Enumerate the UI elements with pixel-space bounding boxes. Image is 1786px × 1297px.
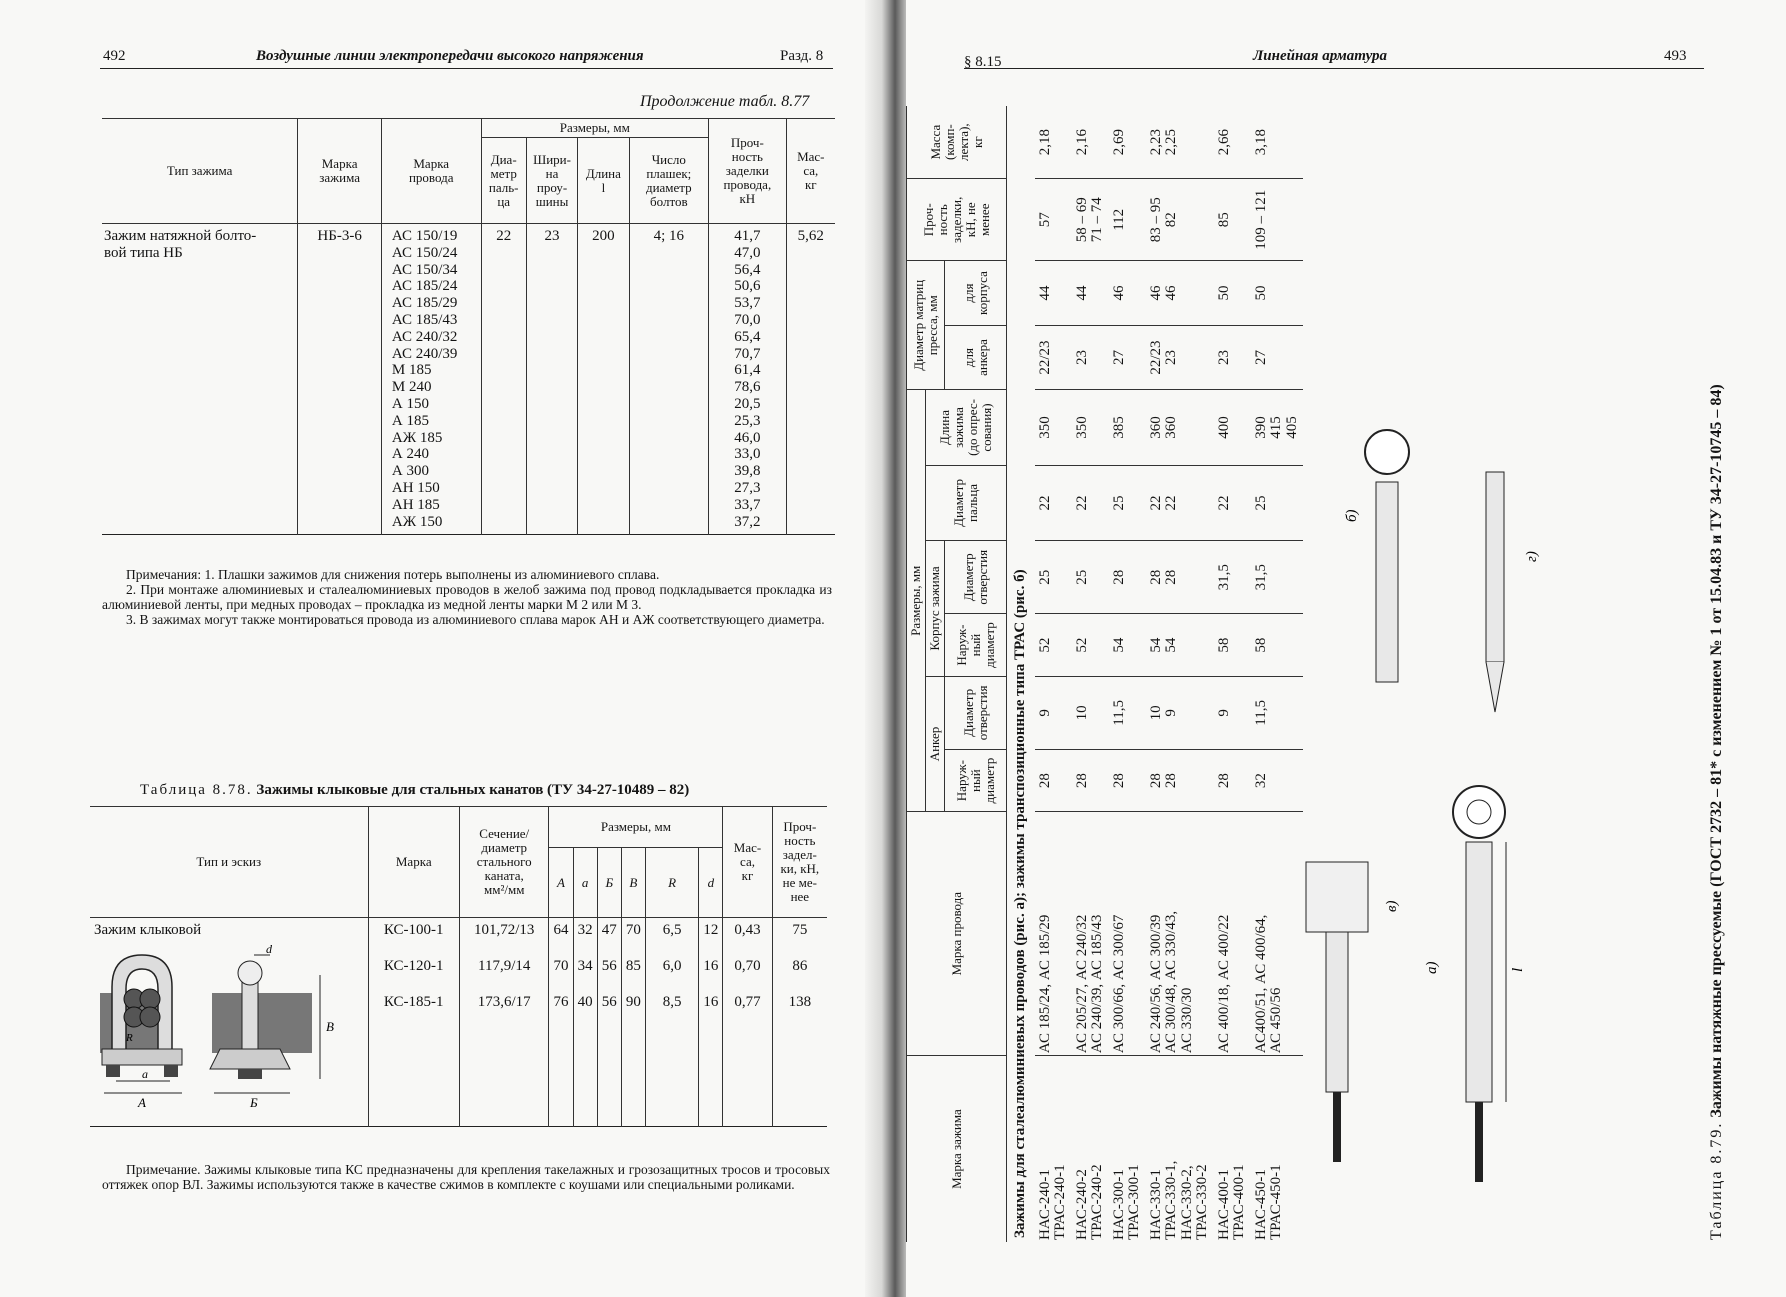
table-continuation: Продолжение табл. 8.77: [640, 93, 810, 110]
cell-879-wires-4: АС 240/56, АС 300/39 АС 300/48, АС 330/43, АС 330/30: [1146, 812, 1214, 1056]
cell-section-1: 101,72/13: [459, 918, 548, 955]
cell-879-anchor-outer-4: 28 28: [1146, 749, 1214, 811]
figure-a: [1424, 786, 1526, 1182]
cell-879-pin-6: 25: [1251, 465, 1304, 540]
cell-879-body-hole-5: 31,5: [1214, 541, 1251, 614]
cell-879-body-outer-1: 52: [1035, 614, 1072, 676]
figure-g: [1486, 472, 1540, 712]
cell-length: 200: [578, 224, 629, 535]
cell-879-wires-6: АС400/51, АС 400/64, АС 450/56: [1251, 812, 1304, 1056]
header-rule-right: [964, 68, 1704, 69]
page-number-right: 493: [1664, 48, 1687, 64]
cell-879-pin-5: 22: [1214, 465, 1251, 540]
cell-879-body-hole-4: 28 28: [1146, 541, 1214, 614]
cell-879-wires-1: АС 185/24, АС 185/29: [1035, 812, 1072, 1056]
cell-a-3: 40: [573, 990, 597, 1026]
fig-b-label: б): [1344, 509, 1360, 522]
cell-section-3: 173,6/17: [459, 990, 548, 1026]
table-8-77: [102, 118, 835, 535]
note-877-1: Примечания: 1. Плашки зажимов для снижения потерь выполнены из алюминиевого сплава.: [126, 567, 660, 582]
cell-879-mass-1: 2,18: [1035, 106, 1072, 179]
cell-879-anchor-hole-2: 10: [1072, 676, 1109, 749]
cell-879-strength-2: 58 – 69 71 – 74: [1072, 179, 1109, 261]
cell-R-2: 6,0: [645, 954, 698, 990]
figure-v: [1306, 862, 1400, 1162]
cell-d-2: 16: [699, 954, 723, 990]
cell-879-die-body-2: 44: [1072, 261, 1109, 326]
cell-879-anchor-hole-3: 11,5: [1109, 676, 1146, 749]
cell-879-marks-1: НАС-240-1 ТРАС-240-1: [1035, 1056, 1072, 1242]
th-mass-879: Масса (комп- лекта), кг: [907, 106, 1007, 179]
cell-879-body-outer-5: 58: [1214, 614, 1251, 676]
cell-bolt-width: 23: [526, 224, 577, 535]
cell-879-mass-4: 2,23 2,25: [1146, 106, 1214, 179]
cell-mark-2: КС-120-1: [368, 954, 459, 990]
cell-879-pin-4: 22 22: [1146, 465, 1214, 540]
cell-mass-1: 0,43: [723, 918, 772, 955]
table-8-78-caption: [140, 782, 689, 799]
cell-879-die-anchor-5: 23: [1214, 325, 1251, 390]
fig-a-body: [1466, 842, 1492, 1102]
fig-b-body: [1376, 482, 1398, 682]
cell-mass-2: 0,70: [723, 954, 772, 990]
cell-strength-2: 86: [772, 954, 827, 990]
cell-879-anchor-outer-5: 28: [1214, 749, 1251, 811]
cell-B-2: 56: [597, 954, 621, 990]
fig-v-label: в): [1384, 900, 1400, 912]
running-title-left: Воздушные линии электропередачи высокого напряжения: [256, 48, 644, 64]
th-dim-V: В: [621, 848, 645, 918]
th-sizes-878: Размеры, мм: [549, 807, 723, 848]
th-wire-879: Марка провода: [907, 812, 1007, 1056]
header-rule-left: [100, 68, 833, 69]
th-rope-section: Сечение/ диаметр стального каната, мм²/мм: [459, 807, 548, 918]
cell-879-die-body-3: 46: [1109, 261, 1146, 326]
cell-section-2: 117,9/14: [459, 954, 548, 990]
clamp-type-name: Зажим клыковой: [94, 922, 202, 938]
cell-879-die-anchor-6: 27: [1251, 325, 1304, 390]
th-clamp-type: Тип зажима: [102, 119, 298, 224]
sketch-rope-strand-4: [140, 1007, 160, 1027]
th-length: Длина l: [578, 138, 629, 224]
cell-strength-list: 41,7 47,0 56,4 50,6 53,7 70,0 65,4 70,7 61,4 78,6 20,5 25,3 46,0 33,0 39,8 27,3 33,7 37,2: [709, 224, 787, 535]
caption-title-879: Зажимы натяжные прессуемые (ГОСТ 2732 – 81* с изменением № 1 от 15.04.83 и ТУ 34-27-10745 – 84): [1708, 384, 1725, 1118]
cell-879-body-outer-3: 54: [1109, 614, 1146, 676]
th-pin-diameter: Диа- метр паль- ца: [481, 138, 526, 224]
sketch-nut-right: [164, 1065, 178, 1077]
note-877-3: 3. В зажимах могут также монтироваться провода из алюминиевого сплава марок АН и АЖ соответствующего диаметра.: [126, 612, 825, 627]
cell-dies: 4; 16: [629, 224, 709, 535]
th-body: Корпус зажима: [926, 541, 945, 677]
fig-v-block: [1306, 862, 1368, 932]
cell-a-1: 32: [573, 918, 597, 955]
sketch-bolt-shank: [242, 981, 258, 1053]
dim-label-a: a: [142, 1067, 148, 1081]
cell-879-strength-6: 109 – 121: [1251, 179, 1304, 261]
th-die-body: для корпуса: [945, 261, 1007, 326]
fig-g-body: [1486, 472, 1504, 662]
th-mark-879: Марка зажима: [907, 1056, 1007, 1242]
sketch-rope-hatch-right: [212, 993, 312, 1053]
note-878-text: Примечание. Зажимы клыковые типа КС предназначены для крепления такелажных и грозозащитных тросов и тросовых оттяжек опор ВЛ. Зажимы используются также в качестве сжимов в комплекте с коушами или специальными роликами.: [102, 1162, 830, 1192]
cell-pin-diameter: 22: [481, 224, 526, 535]
table-row: [1035, 106, 1072, 1242]
table-row: [1072, 106, 1109, 1242]
note-877-2: 2. При монтаже алюминиевых и сталеалюминиевых проводов в желоб зажима под провод подкладывается прокладка из алюминиевой ленты, при медных проводах – прокладка из медной ленты марки М 2 или М 3.: [102, 582, 832, 612]
dim-label-A: A: [138, 1095, 146, 1110]
cell-879-mass-6: 3,18: [1251, 106, 1304, 179]
cell-879-length-4: 360 360: [1146, 390, 1214, 465]
cell-879-length-5: 400: [1214, 390, 1251, 465]
th-length-879: Длина зажима (до опрес- сования): [926, 390, 1007, 465]
notes-877: [102, 567, 832, 627]
sketch-side-plate: [210, 1049, 290, 1069]
th-strength: Проч- ность заделки провода, кН: [709, 119, 787, 224]
clamp-sketch: [94, 945, 356, 1115]
th-strength-879: Проч- ность заделки, кН, не менее: [907, 179, 1007, 261]
cell-879-strength-5: 85: [1214, 179, 1251, 261]
cell-mass: 5,62: [786, 224, 835, 535]
cell-879-body-hole-3: 28: [1109, 541, 1146, 614]
th-dim-a: a: [573, 848, 597, 918]
cell-879-anchor-hole-1: 9: [1035, 676, 1072, 749]
table-8-79-rotated: [906, 106, 1786, 1242]
fig-g-label: г): [1524, 551, 1540, 562]
th-dim-d: d: [699, 848, 723, 918]
th-dim-A: A: [549, 848, 573, 918]
cell-B-3: 56: [597, 990, 621, 1026]
sketch-rope-strand-2: [140, 989, 160, 1009]
cell-mark-1: КС-100-1: [368, 918, 459, 955]
table-8-78: [90, 806, 827, 1127]
cell-879-body-outer-2: 52: [1072, 614, 1109, 676]
page-number-left: 492: [103, 48, 126, 64]
cell-A-2: 70: [549, 954, 573, 990]
cell-879-marks-4: НАС-330-1 ТРАС-330-1, НАС-330-2, ТРАС-330-2: [1146, 1056, 1214, 1242]
cell-879-anchor-outer-2: 28: [1072, 749, 1109, 811]
cell-879-marks-3: НАС-300-1 ТРАС-300-1: [1109, 1056, 1146, 1242]
th-mass: Мас- са, кг: [786, 119, 835, 224]
th-dim-B: Б: [597, 848, 621, 918]
th-anchor-outer: Наруж- ный диаметр: [945, 749, 1007, 811]
cell-879-length-2: 350: [1072, 390, 1109, 465]
cell-clamp-type: Зажим натяжной болто- вой типа НБ: [102, 224, 298, 535]
cell-879-wires-3: АС 300/66, АС 300/67: [1109, 812, 1146, 1056]
th-mark: Марка: [368, 807, 459, 918]
cell-a-2: 34: [573, 954, 597, 990]
fig-a-label: а): [1424, 961, 1440, 974]
cell-879-anchor-outer-3: 28: [1109, 749, 1146, 811]
fig-g-tip: [1486, 662, 1504, 712]
dim-label-V: В: [326, 1019, 334, 1034]
table-8-79-caption: [1708, 384, 1726, 1240]
cell-mark-3: КС-185-1: [368, 990, 459, 1026]
cell-879-die-anchor-2: 23: [1072, 325, 1109, 390]
cell-879-die-body-4: 46 46: [1146, 261, 1214, 326]
cell-879-length-1: 350: [1035, 390, 1072, 465]
table-row: [1146, 106, 1214, 1242]
cell-879-mass-5: 2,66: [1214, 106, 1251, 179]
cell-879-mass-2: 2,16: [1072, 106, 1109, 179]
th-sizes: Размеры, мм: [481, 119, 709, 138]
dim-label-R: R: [126, 1032, 133, 1044]
cell-879-pin-1: 22: [1035, 465, 1072, 540]
fig-v-body: [1326, 932, 1348, 1092]
th-body-hole: Диаметр отверстия: [945, 541, 1007, 614]
sketch-bolt-eye: [238, 961, 262, 985]
th-die-anchor: для анкера: [945, 325, 1007, 390]
cell-879-die-anchor-4: 22/23 23: [1146, 325, 1214, 390]
cell-879-strength-4: 83 – 95 82: [1146, 179, 1214, 261]
th-dies: Число плашек; диаметр болтов: [629, 138, 709, 224]
caption-title-878: Зажимы клыковые для стальных канатов (ТУ 34-27-10489 – 82): [256, 782, 690, 798]
th-mass-878: Мас- са, кг: [723, 807, 772, 918]
cell-R-1: 6,5: [645, 918, 698, 955]
cell-879-pin-2: 22: [1072, 465, 1109, 540]
running-title-right: Линейная арматура: [1253, 48, 1388, 64]
cell-879-body-outer-6: 58: [1251, 614, 1304, 676]
th-bolt-width: Шири- на проу- шины: [526, 138, 577, 224]
th-type-sketch: Тип и эскиз: [90, 807, 368, 918]
cell-wire-list: АС 150/19 АС 150/24 АС 150/34 АС 185/24 АС 185/29 АС 185/43 АС 240/32 АС 240/39 М 185 М 240 А 150 А 185 АЖ 185 А 240 А 300 АН 150 АН 185 АЖ 150: [381, 224, 481, 535]
th-anchor: Анкер: [926, 676, 945, 812]
sketch-side-nut: [238, 1069, 262, 1079]
cell-A-1: 64: [549, 918, 573, 955]
cell-V-2: 85: [621, 954, 645, 990]
cell-879-length-3: 385: [1109, 390, 1146, 465]
th-anchor-hole: Диаметр отверстия: [945, 676, 1007, 749]
cell-R-3: 8,5: [645, 990, 698, 1026]
cell-879-wires-2: АС 205/27, АС 240/32 АС 240/39, АС 185/43: [1072, 812, 1109, 1056]
cell-879-marks-5: НАС-400-1 ТРАС-400-1: [1214, 1056, 1251, 1242]
cell-V-1: 70: [621, 918, 645, 955]
cell-879-length-6: 390 415 405: [1251, 390, 1304, 465]
left-page: [0, 0, 880, 1297]
th-wire-mark: Марка провода: [381, 119, 481, 224]
cell-879-die-body-6: 50: [1251, 261, 1304, 326]
sketch-nut-left: [106, 1065, 120, 1077]
right-page: [906, 0, 1786, 1297]
cell-879-mass-3: 2,69: [1109, 106, 1146, 179]
cell-879-die-anchor-3: 27: [1109, 325, 1146, 390]
cell-879-body-hole-6: 31,5: [1251, 541, 1304, 614]
fig-a-dim-label: l: [1510, 967, 1526, 972]
sketch-base-plate: [102, 1049, 182, 1065]
note-878: [102, 1162, 830, 1192]
th-dim-R: R: [645, 848, 698, 918]
table-8-79: [906, 106, 1303, 1242]
cell-879-wires-5: АС 400/18, АС 400/22: [1214, 812, 1251, 1056]
cell-879-die-body-5: 50: [1214, 261, 1251, 326]
cell-879-anchor-hole-6: 11,5: [1251, 676, 1304, 749]
cell-strength-3: 138: [772, 990, 827, 1026]
table-row: [1214, 106, 1251, 1242]
cell-879-strength-3: 112: [1109, 179, 1146, 261]
th-clamp-mark: Марка зажима: [298, 119, 382, 224]
cell-d-1: 12: [699, 918, 723, 955]
cell-mass-3: 0,77: [723, 990, 772, 1026]
cell-879-anchor-hole-4: 10 9: [1146, 676, 1214, 749]
cell-A-3: 76: [549, 990, 573, 1026]
cell-879-anchor-outer-6: 32: [1251, 749, 1304, 811]
th-body-outer: Наруж- ный диаметр: [945, 614, 1007, 676]
caption-prefix-879: Таблица 8.79.: [1708, 1121, 1725, 1240]
cell-879-pin-3: 25: [1109, 465, 1146, 540]
cell-type-sketch: [90, 918, 368, 1127]
clamp-figures: [1286, 106, 1696, 1242]
cell-879-marks-2: НАС-240-2 ТРАС-240-2: [1072, 1056, 1109, 1242]
th-sizes-879: Размеры, мм: [907, 390, 926, 812]
cell-879-marks-6: НАС-450-1 ТРАС-450-1: [1251, 1056, 1304, 1242]
cell-879-die-anchor-1: 22/23: [1035, 325, 1072, 390]
fig-a-eye-hole: [1467, 800, 1491, 824]
fig-b-eye: [1365, 430, 1409, 474]
dim-label-d: d: [266, 945, 272, 956]
cell-879-body-hole-2: 25: [1072, 541, 1109, 614]
th-pin-879: Диаметр пальца: [926, 465, 1007, 540]
cell-879-strength-1: 57: [1035, 179, 1072, 261]
caption-prefix-878: Таблица 8.78.: [140, 782, 253, 798]
section-label-left: Разд. 8: [780, 48, 824, 64]
table-row: [1109, 106, 1146, 1242]
figure-b: [1344, 430, 1409, 682]
cell-879-body-outer-4: 54 54: [1146, 614, 1214, 676]
cell-879-anchor-outer-1: 28: [1035, 749, 1072, 811]
cell-V-3: 90: [621, 990, 645, 1026]
cell-B-1: 47: [597, 918, 621, 955]
th-die-diameter: Диаметр матриц пресса, мм: [907, 261, 945, 390]
cell-clamp-mark: НБ-3-6: [298, 224, 382, 535]
section-title-879: Зажимы для сталеалюминиевых проводов (рис. а); зажимы транспозиционные типа ТРАС (рис. б): [1012, 569, 1028, 1238]
cell-d-3: 16: [699, 990, 723, 1026]
cell-strength-1: 75: [772, 918, 827, 955]
section-label-right: § 8.15: [964, 54, 1002, 70]
th-strength-878: Проч- ность задел- ки, кН, не ме- нее: [772, 807, 827, 918]
cell-879-anchor-hole-5: 9: [1214, 676, 1251, 749]
cell-879-body-hole-1: 25: [1035, 541, 1072, 614]
dim-label-B: Б: [250, 1095, 258, 1110]
cell-879-die-body-1: 44: [1035, 261, 1072, 326]
